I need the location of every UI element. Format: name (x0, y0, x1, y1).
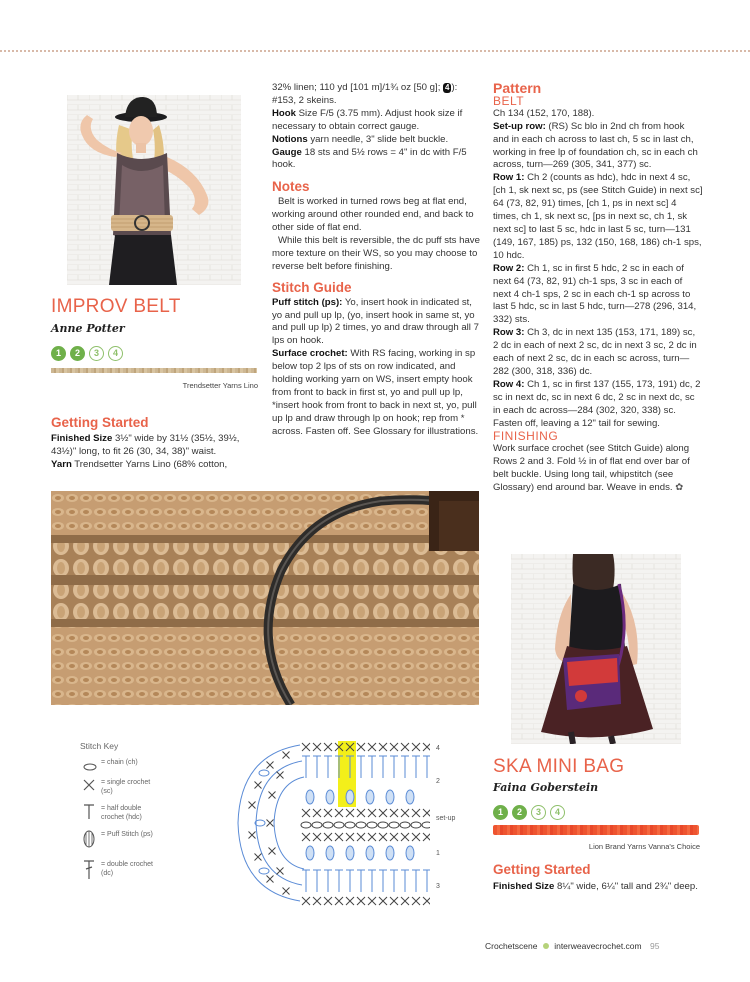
sc-symbol (283, 752, 290, 759)
skill-level-3-badge: 3 (531, 805, 546, 820)
dc-symbol (423, 756, 430, 778)
sc-symbol (346, 833, 354, 841)
dc-symbol (346, 870, 354, 892)
stitch-key-label: = single crochet (sc) (101, 779, 151, 795)
sc-symbol (324, 743, 332, 751)
ch-symbol (356, 822, 366, 828)
improv-belt-author: Anne Potter (51, 322, 125, 335)
sc-symbol (283, 888, 290, 895)
stitch-key-row (83, 804, 173, 830)
puff-symbol (386, 790, 394, 804)
sc-symbol (313, 833, 321, 841)
hook-text: Size F/5 (3.75 mm). Adjust hook size if necessary to obtain correct gauge. (272, 107, 463, 132)
row1-text: Ch 2 (counts as hdc), hdc in next 4 sc, [ch 1, sk next sc, ps (see Stitch Guide) in next sc] 64 (73, 82, 91) times, [ch 1, ps in next sc] 4 times, ch 1, sk next sc, [ps in next sc, ch 1, sk next sc] to last 5 sc, hdc in last 5 sc, turn—131 (149, 167, 185) ps, 132 (150, 168, 186) ch-1 sps, 10 hdc. (493, 172, 703, 261)
sc-symbol (255, 782, 262, 789)
setup-row-text: (RS) Sc blo in 2nd ch from hook and in each ch across to last ch, 5 sc in last ch, working in free lp of foundation ch, sc in each ch across, turn—269 (305, 341, 377) sc. (493, 120, 698, 171)
chart-row-label-1: 1 (436, 850, 440, 857)
sc-symbol (313, 743, 321, 751)
puff-symbol (306, 790, 314, 804)
stitch-key-title: Stitch Key (80, 741, 119, 751)
sc-symbol (379, 743, 387, 751)
improv-belt-model-photo (67, 95, 241, 285)
sc-symbol (249, 832, 256, 839)
row2-text: Ch 1, sc in first 5 hdc, 2 sc in each of next 64 (73, 82, 91) ch-1 sps, 3 sc in each of next 4 ch-1 sps, 2 sc in each ch-1 sp across to last 5 hdc, sc in last 5 hdc, turn—278 (296, 314, 332) sts. (493, 262, 697, 326)
sc-symbol (401, 833, 409, 841)
chart-row-label-4: 4 (436, 745, 440, 752)
sc-symbol (357, 833, 365, 841)
sc-symbol (423, 897, 430, 905)
sc-symbol (390, 897, 398, 905)
footer-dot-icon (543, 943, 549, 949)
sc-symbol (368, 743, 376, 751)
dc-symbol (390, 756, 398, 778)
sc-symbol (267, 876, 274, 883)
puff-symbol (406, 790, 414, 804)
sc-symbol (302, 897, 310, 905)
row4-label: Row 4: (493, 378, 525, 390)
gauge-label: Gauge (272, 146, 302, 158)
puff-symbol (386, 846, 394, 860)
sc-symbol (423, 833, 430, 841)
notes-paragraph-1: Belt is worked in turned rows beg at flat end, working around other rounded end, and back to other side of flat end. (272, 196, 474, 234)
dc-symbol (379, 756, 387, 778)
ska-getting-started-heading: Getting Started (493, 862, 591, 877)
sc-symbol (379, 809, 387, 817)
dc-symbol (357, 870, 365, 892)
dc-symbol (390, 870, 398, 892)
hook-label: Hook (272, 107, 296, 119)
end-mark-icon: ✿ (675, 482, 684, 494)
ch-symbol (334, 822, 344, 828)
puff-symbol (366, 790, 374, 804)
sc-symbol (313, 897, 321, 905)
sc-symbol (401, 897, 409, 905)
finishing-text: Work surface crochet (see Stitch Guide) along Rows 2 and 3. Fold ½ in of flat end over bar of belt buckle. Using long tail, whipstitch (see Glossary) end around bar. Weave in ends. (493, 443, 690, 494)
dc-symbol (324, 756, 332, 778)
stitch-key-row (83, 778, 173, 804)
dc-symbol (412, 756, 420, 778)
sc-symbol (412, 809, 420, 817)
notions-label: Notions (272, 133, 308, 145)
sc-symbol (302, 809, 310, 817)
row3-text: Ch 3, dc in next 135 (153, 171, 189) sc, 2 dc in each of next 2 sc, dc in next 3 sc, 2 dc in each of next 2 sc, dc in each sc across, turn—282 (300, 318, 336) dc. (493, 327, 697, 377)
dc-symbol (379, 870, 387, 892)
dc-symbol (313, 870, 321, 892)
sc-symbol (379, 897, 387, 905)
skill-level-1-badge: 1 (493, 805, 508, 820)
improv-belt-title: IMPROV BELT (51, 296, 181, 317)
stitch-guide-heading: Stitch Guide (272, 279, 352, 295)
chart-row-label-3: 3 (436, 883, 440, 890)
dc-symbol (357, 756, 365, 778)
sc-symbol (324, 809, 332, 817)
sc-symbol (346, 809, 354, 817)
belt-chain-text: Ch 134 (152, 170, 188). (493, 107, 595, 119)
footer-brand: Crochetscene (485, 941, 538, 951)
dc-symbol (302, 756, 310, 778)
puff-symbol (326, 846, 334, 860)
sc-symbol (390, 743, 398, 751)
row4-text: Ch 1, sc in first 137 (155, 173, 191) dc, 2 sc in next dc, sc in next 6 dc, 2 sc in next dc, sc in each dc across—284 (302, 320, 338) sc. (493, 378, 701, 416)
ch-symbol (389, 822, 399, 828)
dc-symbol (368, 756, 376, 778)
dc-symbol (313, 756, 321, 778)
notes-paragraph-2: While this belt is reversible, the dc puff sts have more texture on their WS, so you may choose to reverse belt before finishing. (272, 234, 480, 272)
ska-yarn-caption: Lion Brand Yarns Vanna's Choice (588, 842, 700, 851)
sc-symbol (277, 772, 284, 779)
puff-symbol (326, 790, 334, 804)
ch-symbol (312, 822, 322, 828)
puff-stitch-text: Yo, insert hook in indicated st, yo and pull up lp, (yo, insert hook in same st, yo and pull up lp) 2 times, yo and draw through all 7 lps on hook. (272, 296, 479, 347)
sc-symbol (346, 897, 354, 905)
finished-size-label: Finished Size (51, 433, 113, 444)
stitch-key-label: = double crochet (dc) (101, 861, 153, 877)
sc-symbol (368, 809, 376, 817)
sc-symbol (277, 868, 284, 875)
dc-symbol (423, 870, 430, 892)
sc-symbol (412, 833, 420, 841)
sc-symbol (335, 809, 343, 817)
sc-symbol (313, 809, 321, 817)
yarn-label: Yarn (51, 458, 72, 470)
fasten-off-text: Fasten off, leaving a 12" tail for sewing. (493, 417, 660, 429)
sc-symbol (324, 897, 332, 905)
stitch-key-label: = chain (ch) (101, 759, 138, 766)
chart-row-label-2: 2 (436, 778, 440, 785)
belt-subheading: BELT (493, 93, 525, 108)
sc-symbol (357, 809, 365, 817)
ch-symbol (323, 822, 333, 828)
ch-symbol (301, 822, 311, 828)
sc-symbol (401, 809, 409, 817)
puff-symbol (346, 846, 354, 860)
improv-yarn-caption: Trendsetter Yarns Lino (182, 381, 258, 390)
sc-symbol (368, 897, 376, 905)
surface-crochet-label: Surface crochet: (272, 348, 348, 360)
ch-symbol (345, 822, 355, 828)
double-crochet-symbol-icon (83, 860, 101, 885)
yarn-weight-badge: 4 (445, 83, 450, 92)
row2-label: Row 2: (493, 262, 525, 274)
improv-getting-started-text (51, 433, 258, 472)
sc-symbol (267, 762, 274, 769)
top-dotted-rule (0, 50, 750, 52)
sc-symbol (368, 833, 376, 841)
ska-mini-bag-author: Faina Goberstein (493, 781, 599, 794)
puff-symbol (406, 846, 414, 860)
puff-symbol (366, 846, 374, 860)
ch-symbol (422, 822, 430, 828)
row3-label: Row 3: (493, 327, 525, 339)
sc-symbol (401, 743, 409, 751)
chain-symbol-icon (83, 758, 101, 776)
ska-finished-size-label: Finished Size (493, 881, 555, 892)
skill-level-1-badge: 1 (51, 346, 66, 361)
sc-symbol (269, 792, 276, 799)
single-crochet-symbol-icon (83, 778, 101, 796)
belt-closeup-photo (51, 491, 479, 705)
puff-stitch-label: Puff stitch (ps): (272, 296, 343, 308)
stitch-chart (230, 735, 430, 910)
skill-level-3-badge: 3 (89, 346, 104, 361)
stitch-key (83, 758, 173, 886)
puff-symbol (306, 846, 314, 860)
sc-symbol (249, 802, 256, 809)
stitch-key-row (83, 758, 173, 778)
page-footer (485, 941, 659, 951)
sc-symbol (379, 833, 387, 841)
half-double-crochet-symbol-icon (83, 804, 101, 825)
improv-yarn-swatch (51, 368, 257, 373)
middle-column (272, 82, 480, 439)
sc-symbol (335, 833, 343, 841)
dc-symbol (401, 870, 409, 892)
surface-crochet-text: With RS facing, working in sp below top 2 lps of sts on row indicated, and holding working yarn on WS, insert empty hook from front to back in first st, yo and pull up lp, *insert hook from front to back in next st, yo, pull up lp and draw through lp on hook; rep from * across. Fasten off. See Glossary for illustrations. (272, 348, 479, 437)
yarn-text-continued: 32% linen; 110 yd [101 m]/1¾ oz [50 g]; (272, 82, 441, 93)
footer-website[interactable]: interweavecrochet.com (554, 941, 642, 951)
sc-symbol (412, 743, 420, 751)
dc-symbol (324, 870, 332, 892)
sc-symbol (423, 743, 430, 751)
ch-symbol (411, 822, 421, 828)
sc-symbol (412, 897, 420, 905)
sc-symbol (390, 833, 398, 841)
skill-level-4-badge: 4 (108, 346, 123, 361)
sc-symbol (302, 833, 310, 841)
puff-stitch-symbol-icon (83, 830, 101, 853)
chart-row-label-setup: set-up (436, 815, 456, 822)
sc-symbol (302, 743, 310, 751)
gauge-text: 18 sts and 5½ rows = 4" in dc with F/5 hook. (272, 146, 467, 171)
dc-symbol (368, 870, 376, 892)
ska-mini-bag-title: SKA MINI BAG (493, 756, 625, 777)
skill-level-2-badge: 2 (70, 346, 85, 361)
dc-symbol (401, 756, 409, 778)
stitch-key-row (83, 860, 173, 886)
finishing-subheading: FINISHING (493, 429, 559, 444)
stitch-key-row (83, 830, 173, 860)
puff-symbol (346, 790, 354, 804)
improv-getting-started-heading: Getting Started (51, 415, 149, 430)
stitch-key-label: = half double crochet (hdc) (101, 805, 142, 821)
page-number: 95 (649, 941, 660, 951)
yarn-color-text: ): #153, 2 skeins. (272, 82, 458, 106)
ska-skill-levels (493, 802, 569, 820)
ska-finished-size (493, 881, 699, 894)
ch-symbol (378, 822, 388, 828)
pattern-column (493, 82, 703, 495)
sc-symbol (255, 854, 262, 861)
ska-mini-bag-model-photo (511, 554, 681, 744)
skill-level-2-badge: 2 (512, 805, 527, 820)
sc-symbol (357, 897, 365, 905)
dc-symbol (302, 870, 310, 892)
sc-symbol (267, 820, 274, 827)
sc-symbol (423, 809, 430, 817)
finished-size-text: 3½" wide by 31½ (35½, 39½, 43½)" long, to fit 26 (30, 34, 38)" waist. (51, 433, 240, 457)
sc-symbol (269, 848, 276, 855)
sc-symbol (324, 833, 332, 841)
stitch-key-label: = Puff Stitch (ps) (101, 831, 153, 838)
yarn-text: Trendsetter Yarns Lino (68% cotton, (71, 458, 228, 470)
dc-symbol (335, 870, 343, 892)
pattern-heading: Pattern (493, 80, 542, 96)
setup-row-label: Set-up row: (493, 120, 546, 132)
ska-finished-size-text: 8¼" wide, 6¼" tall and 2¾" deep. (554, 881, 698, 892)
notes-heading: Notes (272, 179, 310, 195)
ska-yarn-swatch (493, 825, 699, 835)
ch-symbol (400, 822, 410, 828)
ch-symbol (367, 822, 377, 828)
skill-level-4-badge: 4 (550, 805, 565, 820)
ch-symbol (259, 770, 269, 776)
ch-symbol (259, 868, 269, 874)
sc-symbol (390, 809, 398, 817)
improv-skill-levels (51, 343, 127, 361)
sc-symbol (335, 897, 343, 905)
row1-label: Row 1: (493, 172, 525, 184)
notions-text: yarn needle, 3" slide belt buckle. (307, 133, 449, 145)
sc-symbol (357, 743, 365, 751)
dc-symbol (412, 870, 420, 892)
